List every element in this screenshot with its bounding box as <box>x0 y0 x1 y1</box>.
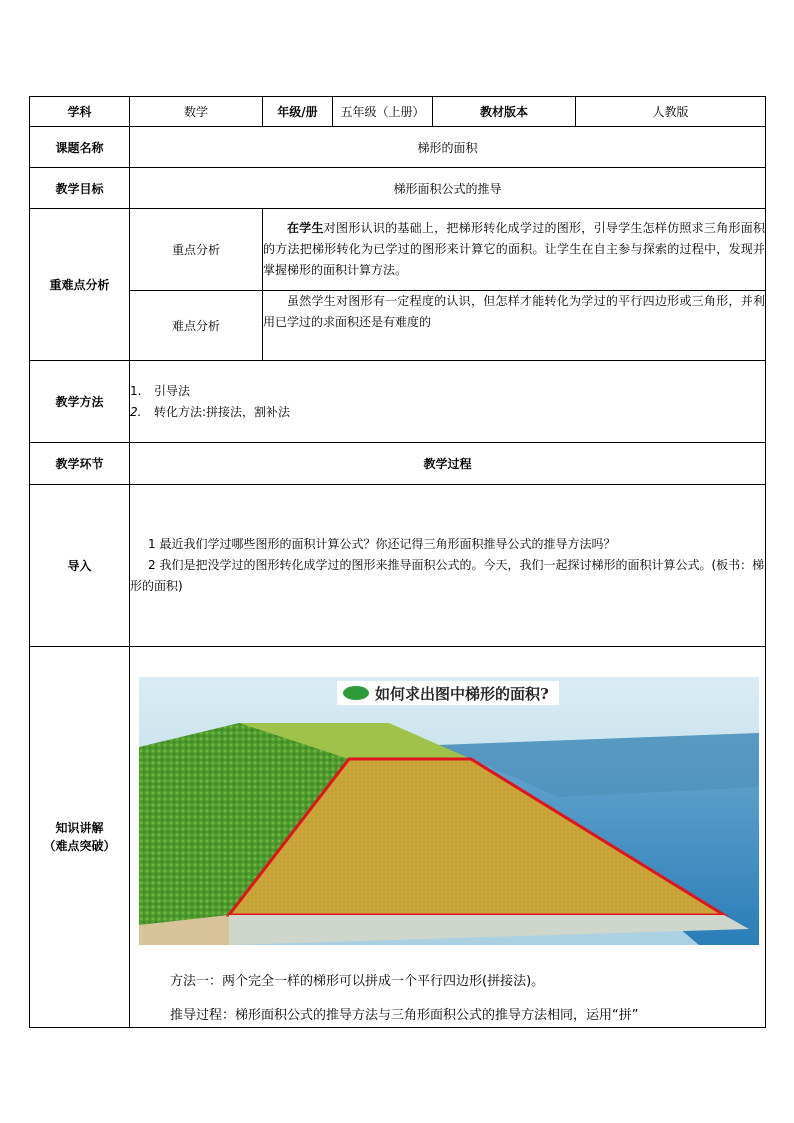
key-analysis-label: 重点分析 <box>130 209 263 291</box>
method-one-text: 方法一：两个完全一样的梯形可以拼成一个平行四边形(拼接法)。 <box>170 974 545 989</box>
list-item: 2. 转化方法:拼接法，割补法 <box>130 404 291 419</box>
process-value: 教学过程 <box>130 443 766 485</box>
key-analysis-row <box>30 209 766 291</box>
header-row <box>30 97 766 127</box>
grade-label: 年级/册 <box>263 97 333 127</box>
objective-label: 教学目标 <box>30 168 130 209</box>
lesson-value: 梯形的面积 <box>130 127 766 168</box>
derivation-text: 推导过程：梯形面积公式的推导方法与三角形面积公式的推导方法相同，运用“拼” <box>170 1008 639 1023</box>
methods-row <box>30 361 766 443</box>
key-analysis-bold: 在学生 <box>287 221 324 235</box>
intro-text <box>130 485 766 647</box>
lesson-row <box>30 127 766 168</box>
analysis-label: 重难点分析 <box>30 209 130 361</box>
edition-label: 教材版本 <box>433 97 576 127</box>
objective-row <box>30 168 766 209</box>
intro-paragraph-1: 1 最近我们学过哪些图形的面积计算公式？你还记得三角形面积推导公式的推导方法吗？ <box>148 537 616 551</box>
bubble-icon <box>343 686 369 700</box>
intro-row <box>30 485 766 647</box>
difficult-analysis-row <box>30 291 766 361</box>
difficult-analysis-text: 虽然学生对图形有一定程度的认识，但怎样才能转化为学过的平行四边形或三角形，并利用已学过的求面积还是有难度的 <box>263 291 766 361</box>
methods-label: 教学方法 <box>30 361 130 443</box>
objective-value: 梯形面积公式的推导 <box>130 168 766 209</box>
knowledge-row <box>30 647 766 1028</box>
trapezoid-illustration-area <box>130 647 765 1027</box>
intro-paragraph-2: 2 我们是把没学过的图形转化成学过的图形来推导面积公式的。今天，我们一起探讨梯形的面积计算公式。(板书：梯形的面积) <box>130 558 765 593</box>
process-label: 教学环节 <box>30 443 130 485</box>
key-analysis-text: 在学生对图形认识的基础上，把梯形转化成学过的图形，引导学生怎样仿照求三角形面积的方法把梯形转化为已学过的图形来计算它的面积。让学生在自主参与探索的过程中，发现并掌握梯形的面积计算方法。 <box>263 209 766 291</box>
image-caption: 如何求出图中梯形的面积? <box>375 685 549 703</box>
intro-label: 导入 <box>30 485 130 647</box>
knowledge-label: 知识讲解 （难点突破） <box>30 647 130 1028</box>
lesson-plan-table <box>29 96 766 1028</box>
difficult-analysis-label: 难点分析 <box>130 291 263 361</box>
process-row <box>30 443 766 485</box>
knowledge-content <box>130 647 766 1028</box>
edition-value: 人教版 <box>576 97 766 127</box>
grade-value: 五年级（上册） <box>333 97 433 127</box>
subject-label: 学科 <box>30 97 130 127</box>
methods-list <box>130 361 766 443</box>
dam-trapezoid-illustration <box>139 677 759 945</box>
subject-value: 数学 <box>130 97 263 127</box>
list-item: 1. 引导法 <box>130 383 191 398</box>
lesson-label: 课题名称 <box>30 127 130 168</box>
